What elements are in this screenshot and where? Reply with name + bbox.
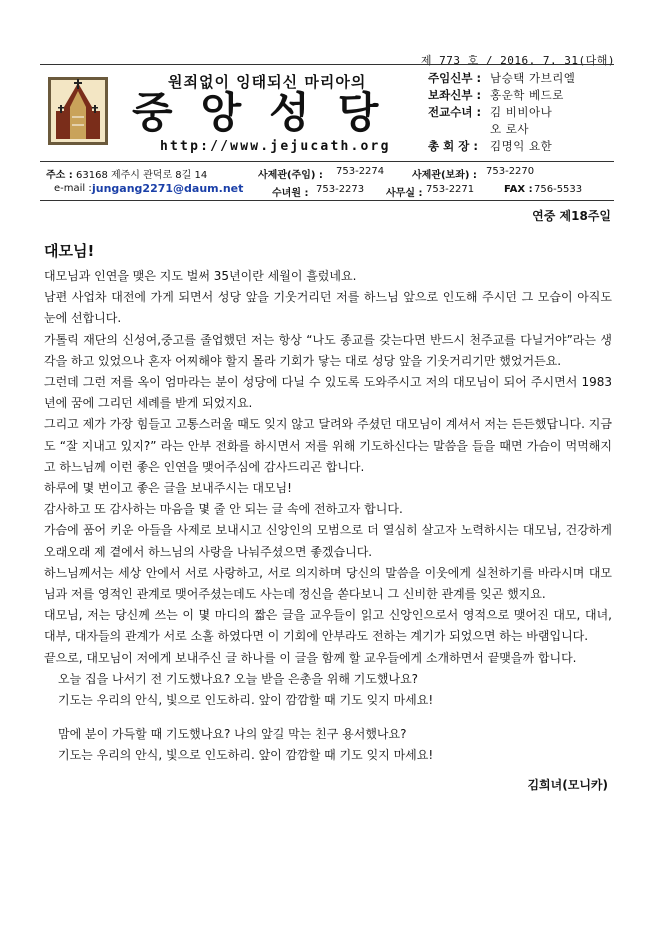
masthead [40,64,614,162]
prayer-line: 기도는 우리의 안식, 빛으로 인도하리. 앞이 깜깜할 때 기도 잊지 마세요! [58,748,434,763]
rectory-phone: 753-2274 [336,166,385,177]
parish-subtitle: 원죄없이 잉태되신 마리아의 [168,73,367,91]
staff-name: 김 비비아나 [490,104,553,119]
staff-list [428,69,614,154]
staff-row [428,86,614,103]
address-value: 63168 제주시 관덕로 8길 14 [76,170,208,181]
staff-role: 총 회 장 : [428,138,478,153]
fax-label: FAX : [504,184,533,195]
article-author: 김희녀(모니카) [527,777,608,792]
article-paragraph: 대모님과 인연을 맺은 지도 벌써 35년이란 세월이 흘렀네요. [44,269,357,283]
staff-row [428,103,614,120]
convent-phone: 753-2273 [316,184,365,195]
staff-name: 남승택 가브리엘 [490,70,576,85]
article-paragraph: 남편 사업차 대전에 가게 되면서 성당 앞을 기웃거리던 저를 하느님 앞으로 인도해 주시던 그 모습이 아직도 눈에 선합니다. [44,290,612,326]
article-heading: 대모님! [44,242,95,260]
parish-title: 중앙성당 [132,88,407,137]
convent-label: 수녀원 : [272,188,309,199]
fax-number: 756-5533 [534,184,583,195]
article-paragraph: 감사하고 또 감사하는 마음을 몇 줄 안 되는 글 속에 전하고자 합니다. [44,502,403,517]
rectory-label: 사제관(주임) : [258,170,323,181]
article-paragraph: 가슴에 품어 키운 아들을 사제로 보내시고 신앙인의 모범으로 더 열심히 살고자 노력하시는 대모님, 건강하게 오래오래 제 곁에서 하느님의 사랑을 나눠주셨으면 좋겠습니다. [44,523,612,559]
email-link[interactable]: jungang2271@daum.net [92,182,244,195]
article-paragraph: 하루에 몇 번이고 좋은 글을 보내주시는 대모님! [44,481,292,496]
prayer-line: 오늘 집을 나서기 전 기도했나요? 오늘 받을 은총을 위해 기도했나요? [58,671,419,686]
parish-website-link[interactable]: http://www.jejucath.org [160,139,391,154]
article [44,240,612,796]
rectory2-label: 사제관(보좌) : [412,170,477,181]
article-paragraph: 끝으로, 대모님이 저에게 보내주신 글 하나를 이 글을 함께 할 교우들에게 소개하면서 끝맺을까 합니다. [44,650,577,665]
liturgical-sunday: 연중 제18주일 [532,209,611,223]
staff-name: 오 로사 [490,121,529,136]
article-paragraph: 하느님께서는 세상 안에서 서로 사랑하고, 서로 의지하며 당신의 말씀을 이웃에게 실천하기를 바라시며 대모님과 저를 영적인 관계로 맺어주셨는데도 사는데 정신을 쏟다보니 그 신비한 관계를 잊곤 했지요. [44,565,612,602]
office-label: 사무실 : [386,188,423,199]
rectory2-phone: 753-2270 [486,166,535,177]
stanza-gap [44,712,612,724]
article-paragraph: 가톨릭 재단의 신성여,중고를 졸업했던 저는 항상 “나도 종교를 갖는다면 반드시 천주교를 다닐거야”라는 생각을 하고 있었으나 혼자 어찌해야 할지 몰라 기회가 닿는 대로 성당 앞을 기웃거리기만 했었거든요. [44,332,612,368]
article-paragraph: 그런데 그런 저를 옥이 엄마라는 분이 성당에 다닐 수 있도록 도와주시고 저의 대모님이 되어 주시면서 1983년에 꿈에 그리던 세례를 받게 되었지요. [44,375,612,411]
article-paragraph: 그리고 제가 가장 힘들고 고통스러울 때도 잊지 않고 달려와 주셨던 대모님이 계셔서 저는 든든했답니다. 지금도 “잘 지내고 있지?” 라는 안부 전화를 하시면서 저를 위해 기도하신다는 말씀을 들을 때면 가슴이 먹먹해지고 하느님께 이런 좋은 인연을 맺어주심에 감사드리곤 합니다. [44,417,612,474]
staff-role: 전교수녀 : [428,104,482,119]
prayer-line: 맘에 분이 가득할 때 기도했나요? 나의 앞길 막는 친구 용서했나요? [58,726,407,741]
email-label: e-mail : [54,183,92,194]
prayer-line: 기도는 우리의 안식, 빛으로 인도하리. 앞이 깜깜할 때 기도 잊지 마세요! [58,693,434,708]
issue-number: 제 773 호 / 2016. 7. 31(다해) [420,54,615,67]
staff-role: 보좌신부 : [428,87,482,102]
staff-role: 주임신부 : [428,70,482,85]
staff-row [428,120,614,137]
staff-name: 홍운학 베드로 [490,87,564,102]
staff-row [428,69,614,86]
cathedral-logo-icon [48,77,108,145]
article-paragraph: 대모님, 저는 당신께 쓰는 이 몇 마디의 짧은 글을 교우들이 읽고 신앙인으로서 영적으로 맺어진 대모, 대녀, 대부, 대자들의 관계가 서로 소홀 하였다면 이 기회에 안부라도 전하는 계기가 되었으면 하는 바램입니다. [44,608,612,644]
contact-info [40,162,614,201]
address-label: 주소 : [46,170,73,181]
office-phone: 753-2271 [426,184,475,195]
staff-row [428,137,614,154]
staff-name: 김명익 요한 [490,138,553,153]
